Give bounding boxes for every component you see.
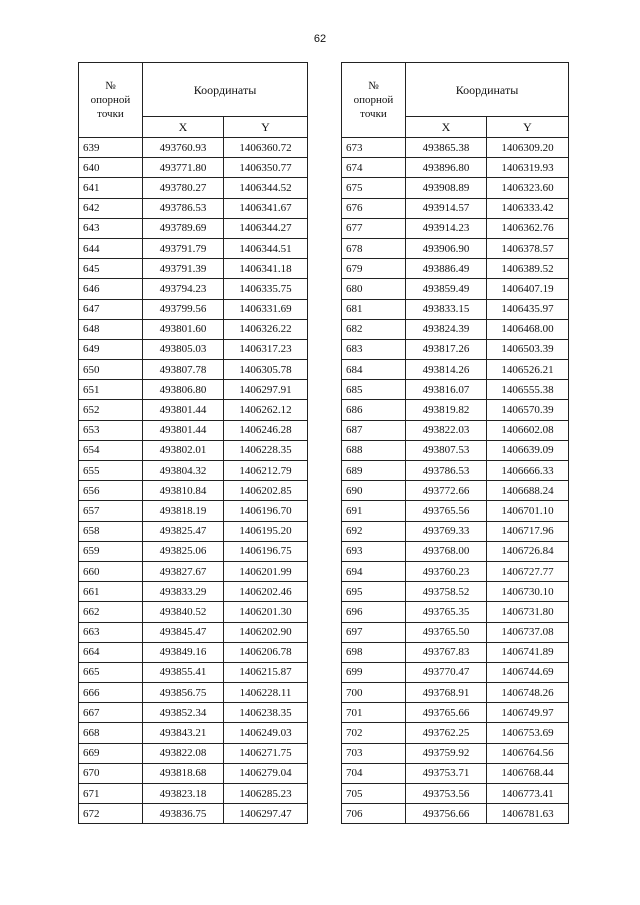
point-number-cell: 684: [342, 360, 406, 380]
point-number-cell: 680: [342, 279, 406, 299]
point-number-cell: 665: [79, 662, 143, 682]
point-number-cell: 697: [342, 622, 406, 642]
table-row: [342, 804, 569, 824]
table-row: [79, 420, 308, 440]
point-number-cell: 674: [342, 158, 406, 178]
table-row: [342, 198, 569, 218]
table-row: [342, 380, 569, 400]
table-row: [79, 178, 308, 198]
y-coordinate-cell: 1406753.69: [487, 723, 569, 743]
table-row: [79, 238, 308, 258]
table-row: [79, 138, 308, 158]
point-number-cell: 642: [79, 198, 143, 218]
table-row: [342, 259, 569, 279]
y-coordinate-cell: 1406602.08: [487, 420, 569, 440]
y-coordinate-cell: 1406341.67: [224, 198, 308, 218]
x-coordinate-cell: 493818.68: [143, 763, 224, 783]
x-coordinate-cell: 493810.84: [143, 481, 224, 501]
x-coordinate-cell: 493817.26: [406, 339, 487, 359]
point-number-cell: 679: [342, 259, 406, 279]
table-row: [342, 501, 569, 521]
y-coordinate-cell: 1406768.44: [487, 763, 569, 783]
table-row: [342, 279, 569, 299]
point-number-cell: 662: [79, 602, 143, 622]
table-row: [79, 683, 308, 703]
y-coordinate-cell: 1406744.69: [487, 662, 569, 682]
y-coordinate-cell: 1406196.70: [224, 501, 308, 521]
table-row: [342, 784, 569, 804]
y-header: Y: [224, 117, 308, 138]
table-row: [79, 642, 308, 662]
x-coordinate-cell: 493914.57: [406, 198, 487, 218]
x-coordinate-cell: 493794.23: [143, 279, 224, 299]
y-coordinate-cell: 1406344.27: [224, 218, 308, 238]
point-number-cell: 683: [342, 339, 406, 359]
point-number-cell: 702: [342, 723, 406, 743]
table-row: [79, 703, 308, 723]
point-number-header: [342, 63, 406, 138]
table-row: [342, 723, 569, 743]
point-number-cell: 701: [342, 703, 406, 723]
table-row: [79, 299, 308, 319]
point-number-cell: 654: [79, 440, 143, 460]
y-coordinate-cell: 1406555.38: [487, 380, 569, 400]
table-row: [79, 622, 308, 642]
x-coordinate-cell: 493852.34: [143, 703, 224, 723]
x-coordinate-cell: 493760.93: [143, 138, 224, 158]
x-coordinate-cell: 493825.47: [143, 521, 224, 541]
x-coordinate-cell: 493802.01: [143, 440, 224, 460]
table-row: [79, 360, 308, 380]
table-row: [342, 662, 569, 682]
x-coordinate-cell: 493822.08: [143, 743, 224, 763]
x-coordinate-cell: 493896.80: [406, 158, 487, 178]
x-coordinate-cell: 493822.03: [406, 420, 487, 440]
y-coordinate-cell: 1406305.78: [224, 360, 308, 380]
coordinates-header: Координаты: [143, 63, 308, 117]
point-number-header-line3: точки: [97, 108, 124, 120]
y-coordinate-cell: 1406279.04: [224, 763, 308, 783]
coordinates-table-left: [78, 62, 308, 824]
table-row: [342, 158, 569, 178]
table-row: [342, 481, 569, 501]
point-number-cell: 659: [79, 541, 143, 561]
point-number-cell: 705: [342, 784, 406, 804]
point-number-cell: 661: [79, 582, 143, 602]
y-coordinate-cell: 1406407.19: [487, 279, 569, 299]
table-row: [342, 541, 569, 561]
x-coordinate-cell: 493768.91: [406, 683, 487, 703]
y-coordinate-cell: 1406717.96: [487, 521, 569, 541]
point-number-cell: 644: [79, 238, 143, 258]
x-coordinate-cell: 493805.03: [143, 339, 224, 359]
y-coordinate-cell: 1406378.57: [487, 238, 569, 258]
x-coordinate-cell: 493859.49: [406, 279, 487, 299]
y-coordinate-cell: 1406435.97: [487, 299, 569, 319]
y-coordinate-cell: 1406748.26: [487, 683, 569, 703]
point-number-cell: 651: [79, 380, 143, 400]
y-coordinate-cell: 1406228.35: [224, 440, 308, 460]
y-coordinate-cell: 1406202.90: [224, 622, 308, 642]
y-coordinate-cell: 1406341.18: [224, 259, 308, 279]
table-row: [79, 279, 308, 299]
x-coordinate-cell: 493780.27: [143, 178, 224, 198]
point-number-cell: 688: [342, 440, 406, 460]
point-number-cell: 639: [79, 138, 143, 158]
y-coordinate-cell: 1406196.75: [224, 541, 308, 561]
x-coordinate-cell: 493814.26: [406, 360, 487, 380]
x-coordinate-cell: 493786.53: [406, 461, 487, 481]
point-number-cell: 681: [342, 299, 406, 319]
table-row: [79, 602, 308, 622]
y-coordinate-cell: 1406730.10: [487, 582, 569, 602]
x-coordinate-cell: 493804.32: [143, 461, 224, 481]
x-coordinate-cell: 493771.80: [143, 158, 224, 178]
point-number-cell: 691: [342, 501, 406, 521]
x-coordinate-cell: 493855.41: [143, 662, 224, 682]
table-row: [79, 561, 308, 581]
y-coordinate-cell: 1406389.52: [487, 259, 569, 279]
table-row: [342, 178, 569, 198]
table-row: [342, 683, 569, 703]
point-number-cell: 671: [79, 784, 143, 804]
x-header: X: [406, 117, 487, 138]
table-row: [79, 784, 308, 804]
y-coordinate-cell: 1406350.77: [224, 158, 308, 178]
coordinates-table-right: [341, 62, 569, 824]
point-number-cell: 670: [79, 763, 143, 783]
x-coordinate-cell: 493753.71: [406, 763, 487, 783]
x-coordinate-cell: 493765.66: [406, 703, 487, 723]
point-number-cell: 704: [342, 763, 406, 783]
table-row: [342, 703, 569, 723]
x-coordinate-cell: 493786.53: [143, 198, 224, 218]
table-row: [79, 662, 308, 682]
x-header: X: [143, 117, 224, 138]
table-row: [342, 319, 569, 339]
point-number-cell: 664: [79, 642, 143, 662]
y-coordinate-cell: 1406731.80: [487, 602, 569, 622]
y-coordinate-cell: 1406202.46: [224, 582, 308, 602]
x-coordinate-cell: 493801.60: [143, 319, 224, 339]
x-coordinate-cell: 493827.67: [143, 561, 224, 581]
y-coordinate-cell: 1406737.08: [487, 622, 569, 642]
table-row: [79, 804, 308, 824]
point-number-cell: 678: [342, 238, 406, 258]
point-number-cell: 692: [342, 521, 406, 541]
point-number-cell: 694: [342, 561, 406, 581]
point-number-cell: 669: [79, 743, 143, 763]
point-number-cell: 652: [79, 400, 143, 420]
y-coordinate-cell: 1406323.60: [487, 178, 569, 198]
x-coordinate-cell: 493768.00: [406, 541, 487, 561]
point-number-cell: 690: [342, 481, 406, 501]
x-coordinate-cell: 493759.92: [406, 743, 487, 763]
table-row: [342, 420, 569, 440]
table-row: [79, 380, 308, 400]
table-row: [342, 602, 569, 622]
page-number: 62: [313, 33, 327, 45]
y-coordinate-cell: 1406201.30: [224, 602, 308, 622]
y-coordinate-cell: 1406781.63: [487, 804, 569, 824]
x-coordinate-cell: 493845.47: [143, 622, 224, 642]
y-coordinate-cell: 1406701.10: [487, 501, 569, 521]
y-coordinate-cell: 1406344.52: [224, 178, 308, 198]
point-number-cell: 663: [79, 622, 143, 642]
x-coordinate-cell: 493840.52: [143, 602, 224, 622]
y-coordinate-cell: 1406331.69: [224, 299, 308, 319]
point-number-cell: 677: [342, 218, 406, 238]
table-row: [342, 642, 569, 662]
table-row: [342, 138, 569, 158]
y-coordinate-cell: 1406201.99: [224, 561, 308, 581]
x-coordinate-cell: 493799.56: [143, 299, 224, 319]
x-coordinate-cell: 493825.06: [143, 541, 224, 561]
table-row: [79, 723, 308, 743]
y-coordinate-cell: 1406297.91: [224, 380, 308, 400]
table-row: [342, 339, 569, 359]
point-number-cell: 640: [79, 158, 143, 178]
x-coordinate-cell: 493789.69: [143, 218, 224, 238]
table-row: [342, 299, 569, 319]
y-coordinate-cell: 1406262.12: [224, 400, 308, 420]
point-number-cell: 696: [342, 602, 406, 622]
point-number-cell: 672: [79, 804, 143, 824]
table-row: [342, 622, 569, 642]
x-coordinate-cell: 493769.33: [406, 521, 487, 541]
table-row: [342, 400, 569, 420]
y-coordinate-cell: 1406319.93: [487, 158, 569, 178]
y-coordinate-cell: 1406360.72: [224, 138, 308, 158]
y-header: Y: [487, 117, 569, 138]
table-row: [342, 360, 569, 380]
y-coordinate-cell: 1406238.35: [224, 703, 308, 723]
x-coordinate-cell: 493770.47: [406, 662, 487, 682]
point-number-cell: 656: [79, 481, 143, 501]
point-number-cell: 666: [79, 683, 143, 703]
point-number-cell: 641: [79, 178, 143, 198]
point-number-header-line2: опорной: [353, 94, 394, 106]
table-row: [342, 238, 569, 258]
x-coordinate-cell: 493807.53: [406, 440, 487, 460]
point-number-cell: 699: [342, 662, 406, 682]
table-row: [79, 743, 308, 763]
x-coordinate-cell: 493849.16: [143, 642, 224, 662]
y-coordinate-cell: 1406271.75: [224, 743, 308, 763]
x-coordinate-cell: 493807.78: [143, 360, 224, 380]
y-coordinate-cell: 1406249.03: [224, 723, 308, 743]
y-coordinate-cell: 1406741.89: [487, 642, 569, 662]
y-coordinate-cell: 1406362.76: [487, 218, 569, 238]
point-number-header: [79, 63, 143, 138]
x-coordinate-cell: 493843.21: [143, 723, 224, 743]
y-coordinate-cell: 1406503.39: [487, 339, 569, 359]
point-number-cell: 653: [79, 420, 143, 440]
y-coordinate-cell: 1406297.47: [224, 804, 308, 824]
table-row: [79, 521, 308, 541]
point-number-cell: 645: [79, 259, 143, 279]
y-coordinate-cell: 1406344.51: [224, 238, 308, 258]
table-row: [79, 319, 308, 339]
y-coordinate-cell: 1406215.87: [224, 662, 308, 682]
table-row: [79, 582, 308, 602]
y-coordinate-cell: 1406727.77: [487, 561, 569, 581]
point-number-cell: 687: [342, 420, 406, 440]
coordinates-header: Координаты: [406, 63, 569, 117]
table-row: [342, 440, 569, 460]
point-number-cell: 655: [79, 461, 143, 481]
x-coordinate-cell: 493865.38: [406, 138, 487, 158]
x-coordinate-cell: 493818.19: [143, 501, 224, 521]
point-number-cell: 650: [79, 360, 143, 380]
x-coordinate-cell: 493908.89: [406, 178, 487, 198]
point-number-cell: 676: [342, 198, 406, 218]
y-coordinate-cell: 1406773.41: [487, 784, 569, 804]
x-coordinate-cell: 493823.18: [143, 784, 224, 804]
point-number-cell: 698: [342, 642, 406, 662]
y-coordinate-cell: 1406468.00: [487, 319, 569, 339]
x-coordinate-cell: 493756.66: [406, 804, 487, 824]
point-number-cell: 646: [79, 279, 143, 299]
table-row: [79, 339, 308, 359]
y-coordinate-cell: 1406335.75: [224, 279, 308, 299]
y-coordinate-cell: 1406246.28: [224, 420, 308, 440]
y-coordinate-cell: 1406206.78: [224, 642, 308, 662]
x-coordinate-cell: 493886.49: [406, 259, 487, 279]
point-number-cell: 648: [79, 319, 143, 339]
x-coordinate-cell: 493914.23: [406, 218, 487, 238]
table-row: [79, 198, 308, 218]
table-row: [342, 521, 569, 541]
y-coordinate-cell: 1406526.21: [487, 360, 569, 380]
y-coordinate-cell: 1406317.23: [224, 339, 308, 359]
table-row: [342, 743, 569, 763]
table-row: [79, 400, 308, 420]
x-coordinate-cell: 493791.79: [143, 238, 224, 258]
table-row: [79, 461, 308, 481]
x-coordinate-cell: 493758.52: [406, 582, 487, 602]
x-coordinate-cell: 493906.90: [406, 238, 487, 258]
x-coordinate-cell: 493819.82: [406, 400, 487, 420]
x-coordinate-cell: 493765.56: [406, 501, 487, 521]
point-number-cell: 682: [342, 319, 406, 339]
x-coordinate-cell: 493760.23: [406, 561, 487, 581]
point-number-cell: 685: [342, 380, 406, 400]
y-coordinate-cell: 1406570.39: [487, 400, 569, 420]
point-number-cell: 695: [342, 582, 406, 602]
point-number-cell: 667: [79, 703, 143, 723]
table-row: [79, 158, 308, 178]
point-number-cell: 693: [342, 541, 406, 561]
x-coordinate-cell: 493816.07: [406, 380, 487, 400]
point-number-header-line2: опорной: [90, 94, 131, 106]
point-number-cell: 686: [342, 400, 406, 420]
point-number-cell: 658: [79, 521, 143, 541]
x-coordinate-cell: 493772.66: [406, 481, 487, 501]
point-number-cell: 657: [79, 501, 143, 521]
table-row: [79, 218, 308, 238]
y-coordinate-cell: 1406202.85: [224, 481, 308, 501]
point-number-cell: 689: [342, 461, 406, 481]
point-number-cell: 703: [342, 743, 406, 763]
point-number-cell: 643: [79, 218, 143, 238]
x-coordinate-cell: 493833.15: [406, 299, 487, 319]
point-number-cell: 660: [79, 561, 143, 581]
table-row: [79, 763, 308, 783]
y-coordinate-cell: 1406309.20: [487, 138, 569, 158]
x-coordinate-cell: 493791.39: [143, 259, 224, 279]
point-number-cell: 647: [79, 299, 143, 319]
y-coordinate-cell: 1406666.33: [487, 461, 569, 481]
x-coordinate-cell: 493833.29: [143, 582, 224, 602]
table-row: [342, 461, 569, 481]
x-coordinate-cell: 493824.39: [406, 319, 487, 339]
table-row: [79, 259, 308, 279]
x-coordinate-cell: 493765.50: [406, 622, 487, 642]
y-coordinate-cell: 1406285.23: [224, 784, 308, 804]
table-row: [79, 501, 308, 521]
x-coordinate-cell: 493767.83: [406, 642, 487, 662]
table-row: [79, 541, 308, 561]
x-coordinate-cell: 493765.35: [406, 602, 487, 622]
x-coordinate-cell: 493856.75: [143, 683, 224, 703]
point-number-cell: 649: [79, 339, 143, 359]
point-number-cell: 700: [342, 683, 406, 703]
y-coordinate-cell: 1406688.24: [487, 481, 569, 501]
point-number-cell: 673: [342, 138, 406, 158]
y-coordinate-cell: 1406228.11: [224, 683, 308, 703]
table-row: [342, 561, 569, 581]
point-number-header-line1: №: [368, 80, 379, 92]
y-coordinate-cell: 1406195.20: [224, 521, 308, 541]
point-number-header-line1: №: [105, 80, 116, 92]
x-coordinate-cell: 493801.44: [143, 400, 224, 420]
point-number-header-line3: точки: [360, 108, 387, 120]
point-number-cell: 706: [342, 804, 406, 824]
point-number-cell: 668: [79, 723, 143, 743]
table-row: [79, 481, 308, 501]
y-coordinate-cell: 1406639.09: [487, 440, 569, 460]
x-coordinate-cell: 493806.80: [143, 380, 224, 400]
y-coordinate-cell: 1406326.22: [224, 319, 308, 339]
table-row: [342, 582, 569, 602]
table-row: [342, 763, 569, 783]
table-row: [342, 218, 569, 238]
y-coordinate-cell: 1406764.56: [487, 743, 569, 763]
y-coordinate-cell: 1406333.42: [487, 198, 569, 218]
x-coordinate-cell: 493762.25: [406, 723, 487, 743]
point-number-cell: 675: [342, 178, 406, 198]
x-coordinate-cell: 493836.75: [143, 804, 224, 824]
x-coordinate-cell: 493753.56: [406, 784, 487, 804]
y-coordinate-cell: 1406726.84: [487, 541, 569, 561]
y-coordinate-cell: 1406749.97: [487, 703, 569, 723]
x-coordinate-cell: 493801.44: [143, 420, 224, 440]
y-coordinate-cell: 1406212.79: [224, 461, 308, 481]
table-row: [79, 440, 308, 460]
